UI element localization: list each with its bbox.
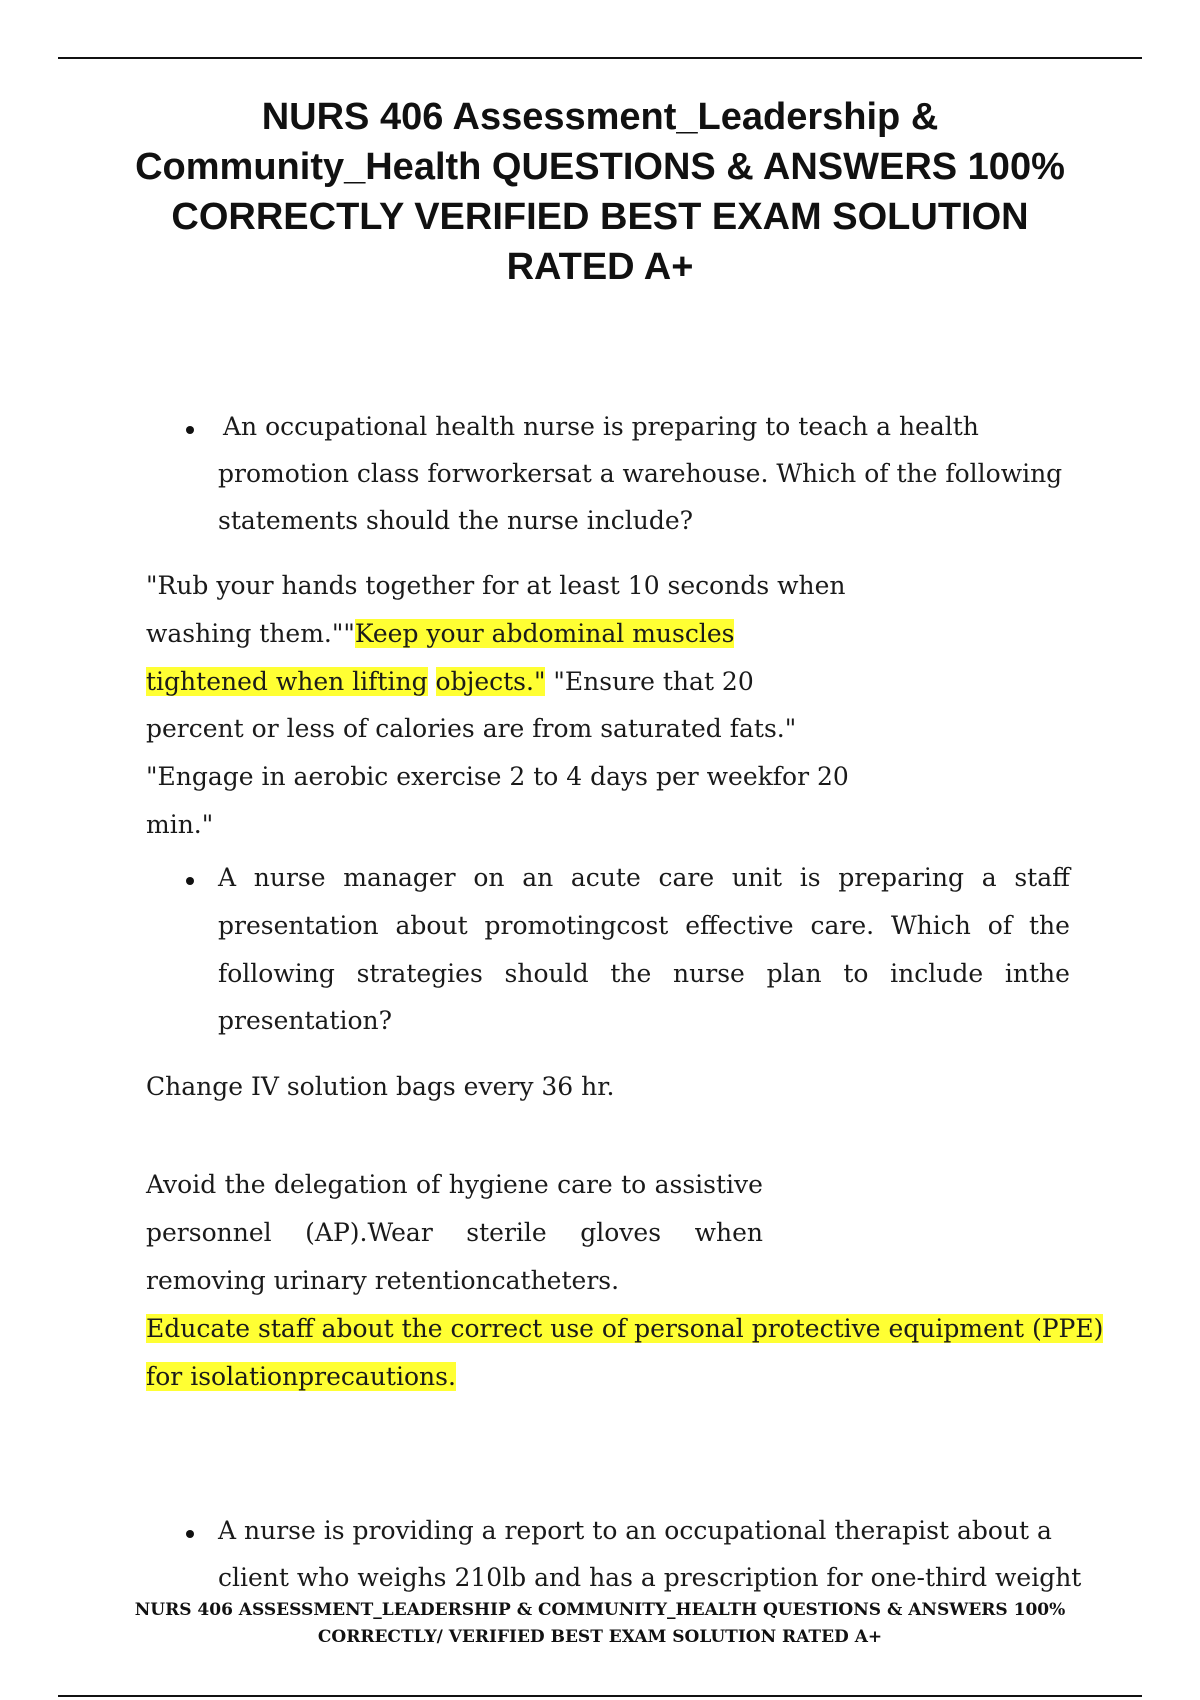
word: to bbox=[621, 1170, 647, 1199]
word: to bbox=[843, 959, 869, 988]
bottom-rule bbox=[58, 1695, 1142, 1697]
word: delegation bbox=[273, 1170, 408, 1199]
answer-line: percent or less of calories are from saturated fats." bbox=[146, 714, 797, 743]
answer-line bbox=[146, 1218, 763, 1247]
word: assistive bbox=[654, 1170, 763, 1199]
word: when bbox=[694, 1218, 763, 1247]
title-line: NURS 406 Assessment_Leadership & bbox=[261, 96, 939, 138]
bullet-icon bbox=[186, 877, 194, 885]
title-line: CORRECTLY VERIFIED BEST EXAM SOLUTION bbox=[171, 196, 1029, 238]
answer-line: "Engage in aerobic exercise 2 to 4 days per weekfor 20 bbox=[146, 762, 849, 791]
word: manager bbox=[343, 863, 456, 892]
question-text-line: An occupational health nurse is preparing to teach a health bbox=[223, 412, 979, 441]
word: unit bbox=[731, 863, 783, 892]
word: nurse bbox=[253, 863, 326, 892]
question-text-line: presentation? bbox=[218, 1006, 393, 1035]
bullet-icon bbox=[186, 1530, 194, 1538]
answer-line: Change IV solution bags every 36 hr. bbox=[146, 1072, 615, 1101]
word: a bbox=[981, 863, 997, 892]
question-text-line: statements should the nurse include? bbox=[218, 506, 694, 535]
word: include bbox=[890, 959, 984, 988]
document-title bbox=[80, 92, 1120, 292]
word: should bbox=[504, 959, 589, 988]
question-text-line: A nurse is providing a report to an occupational therapist about a bbox=[218, 1516, 1052, 1545]
word: an bbox=[522, 863, 554, 892]
answer-text: "Ensure that 20 bbox=[545, 667, 754, 696]
word: hygiene bbox=[448, 1170, 549, 1199]
footer-line: CORRECTLY/ VERIFIED BEST EXAM SOLUTION RATED A+ bbox=[317, 1627, 883, 1647]
word: care. bbox=[810, 911, 875, 940]
question-text-line bbox=[218, 959, 1070, 988]
word: promotingcost bbox=[484, 911, 669, 940]
word: staff bbox=[1014, 863, 1070, 892]
word: preparing bbox=[838, 863, 965, 892]
word: sterile bbox=[466, 1218, 547, 1247]
answer-line bbox=[146, 667, 754, 696]
word: the bbox=[610, 959, 652, 988]
answer-line bbox=[146, 1314, 1103, 1343]
word: care bbox=[658, 863, 715, 892]
title-line: Community_Health QUESTIONS & ANSWERS 100% bbox=[135, 146, 1065, 188]
correct-answer-highlight: tightened when lifting bbox=[146, 667, 428, 696]
word: the bbox=[224, 1170, 266, 1199]
word: inthe bbox=[1004, 959, 1070, 988]
answer-line: removing urinary retentioncatheters. bbox=[146, 1266, 620, 1295]
top-rule bbox=[58, 57, 1142, 59]
page-footer bbox=[100, 1597, 1100, 1651]
word: is bbox=[799, 863, 821, 892]
word: the bbox=[1028, 911, 1070, 940]
correct-answer-highlight: for isolationprecautions. bbox=[146, 1362, 456, 1391]
answer-line bbox=[146, 1362, 456, 1391]
word: on bbox=[473, 863, 505, 892]
word: plan bbox=[766, 959, 822, 988]
word: of bbox=[416, 1170, 441, 1199]
question-text-line: client who weighs 210lb and has a prescription for one-third weight bbox=[218, 1563, 1082, 1592]
answer-line: "Rub your hands together for at least 10 seconds when bbox=[146, 571, 846, 600]
correct-answer-highlight: Educate staff about the correct use of personal protective equipment (PPE) bbox=[146, 1314, 1104, 1343]
word: gloves bbox=[580, 1218, 662, 1247]
word: strategies bbox=[356, 959, 483, 988]
answer-line bbox=[146, 619, 734, 648]
title-line: RATED A+ bbox=[506, 246, 694, 288]
word: Which bbox=[890, 911, 971, 940]
answer-line bbox=[146, 1170, 763, 1199]
question-text-line: promotion class forworkersat a warehouse. Which of the following bbox=[218, 459, 1063, 488]
word: presentation bbox=[218, 911, 379, 940]
question-text-line bbox=[218, 863, 1070, 892]
word: nurse bbox=[673, 959, 745, 988]
word: A bbox=[218, 863, 237, 892]
word: Avoid bbox=[146, 1170, 217, 1199]
word: of bbox=[987, 911, 1013, 940]
correct-answer-highlight: objects." bbox=[435, 667, 546, 696]
word: care bbox=[557, 1170, 613, 1199]
word: effective bbox=[685, 911, 794, 940]
word: personnel bbox=[146, 1218, 272, 1247]
word: acute bbox=[570, 863, 641, 892]
word: about bbox=[395, 911, 468, 940]
correct-answer-highlight: Keep your abdominal muscles bbox=[354, 619, 735, 648]
answer-line: min." bbox=[146, 810, 214, 839]
word: following bbox=[218, 959, 335, 988]
question-text-line bbox=[218, 911, 1070, 940]
footer-line: NURS 406 ASSESSMENT_LEADERSHIP & COMMUNITY_HEALTH QUESTIONS & ANSWERS 100% bbox=[134, 1600, 1066, 1620]
bullet-icon bbox=[186, 426, 194, 434]
answer-text: washing them."" bbox=[146, 619, 355, 648]
word: (AP).Wear bbox=[305, 1218, 433, 1247]
